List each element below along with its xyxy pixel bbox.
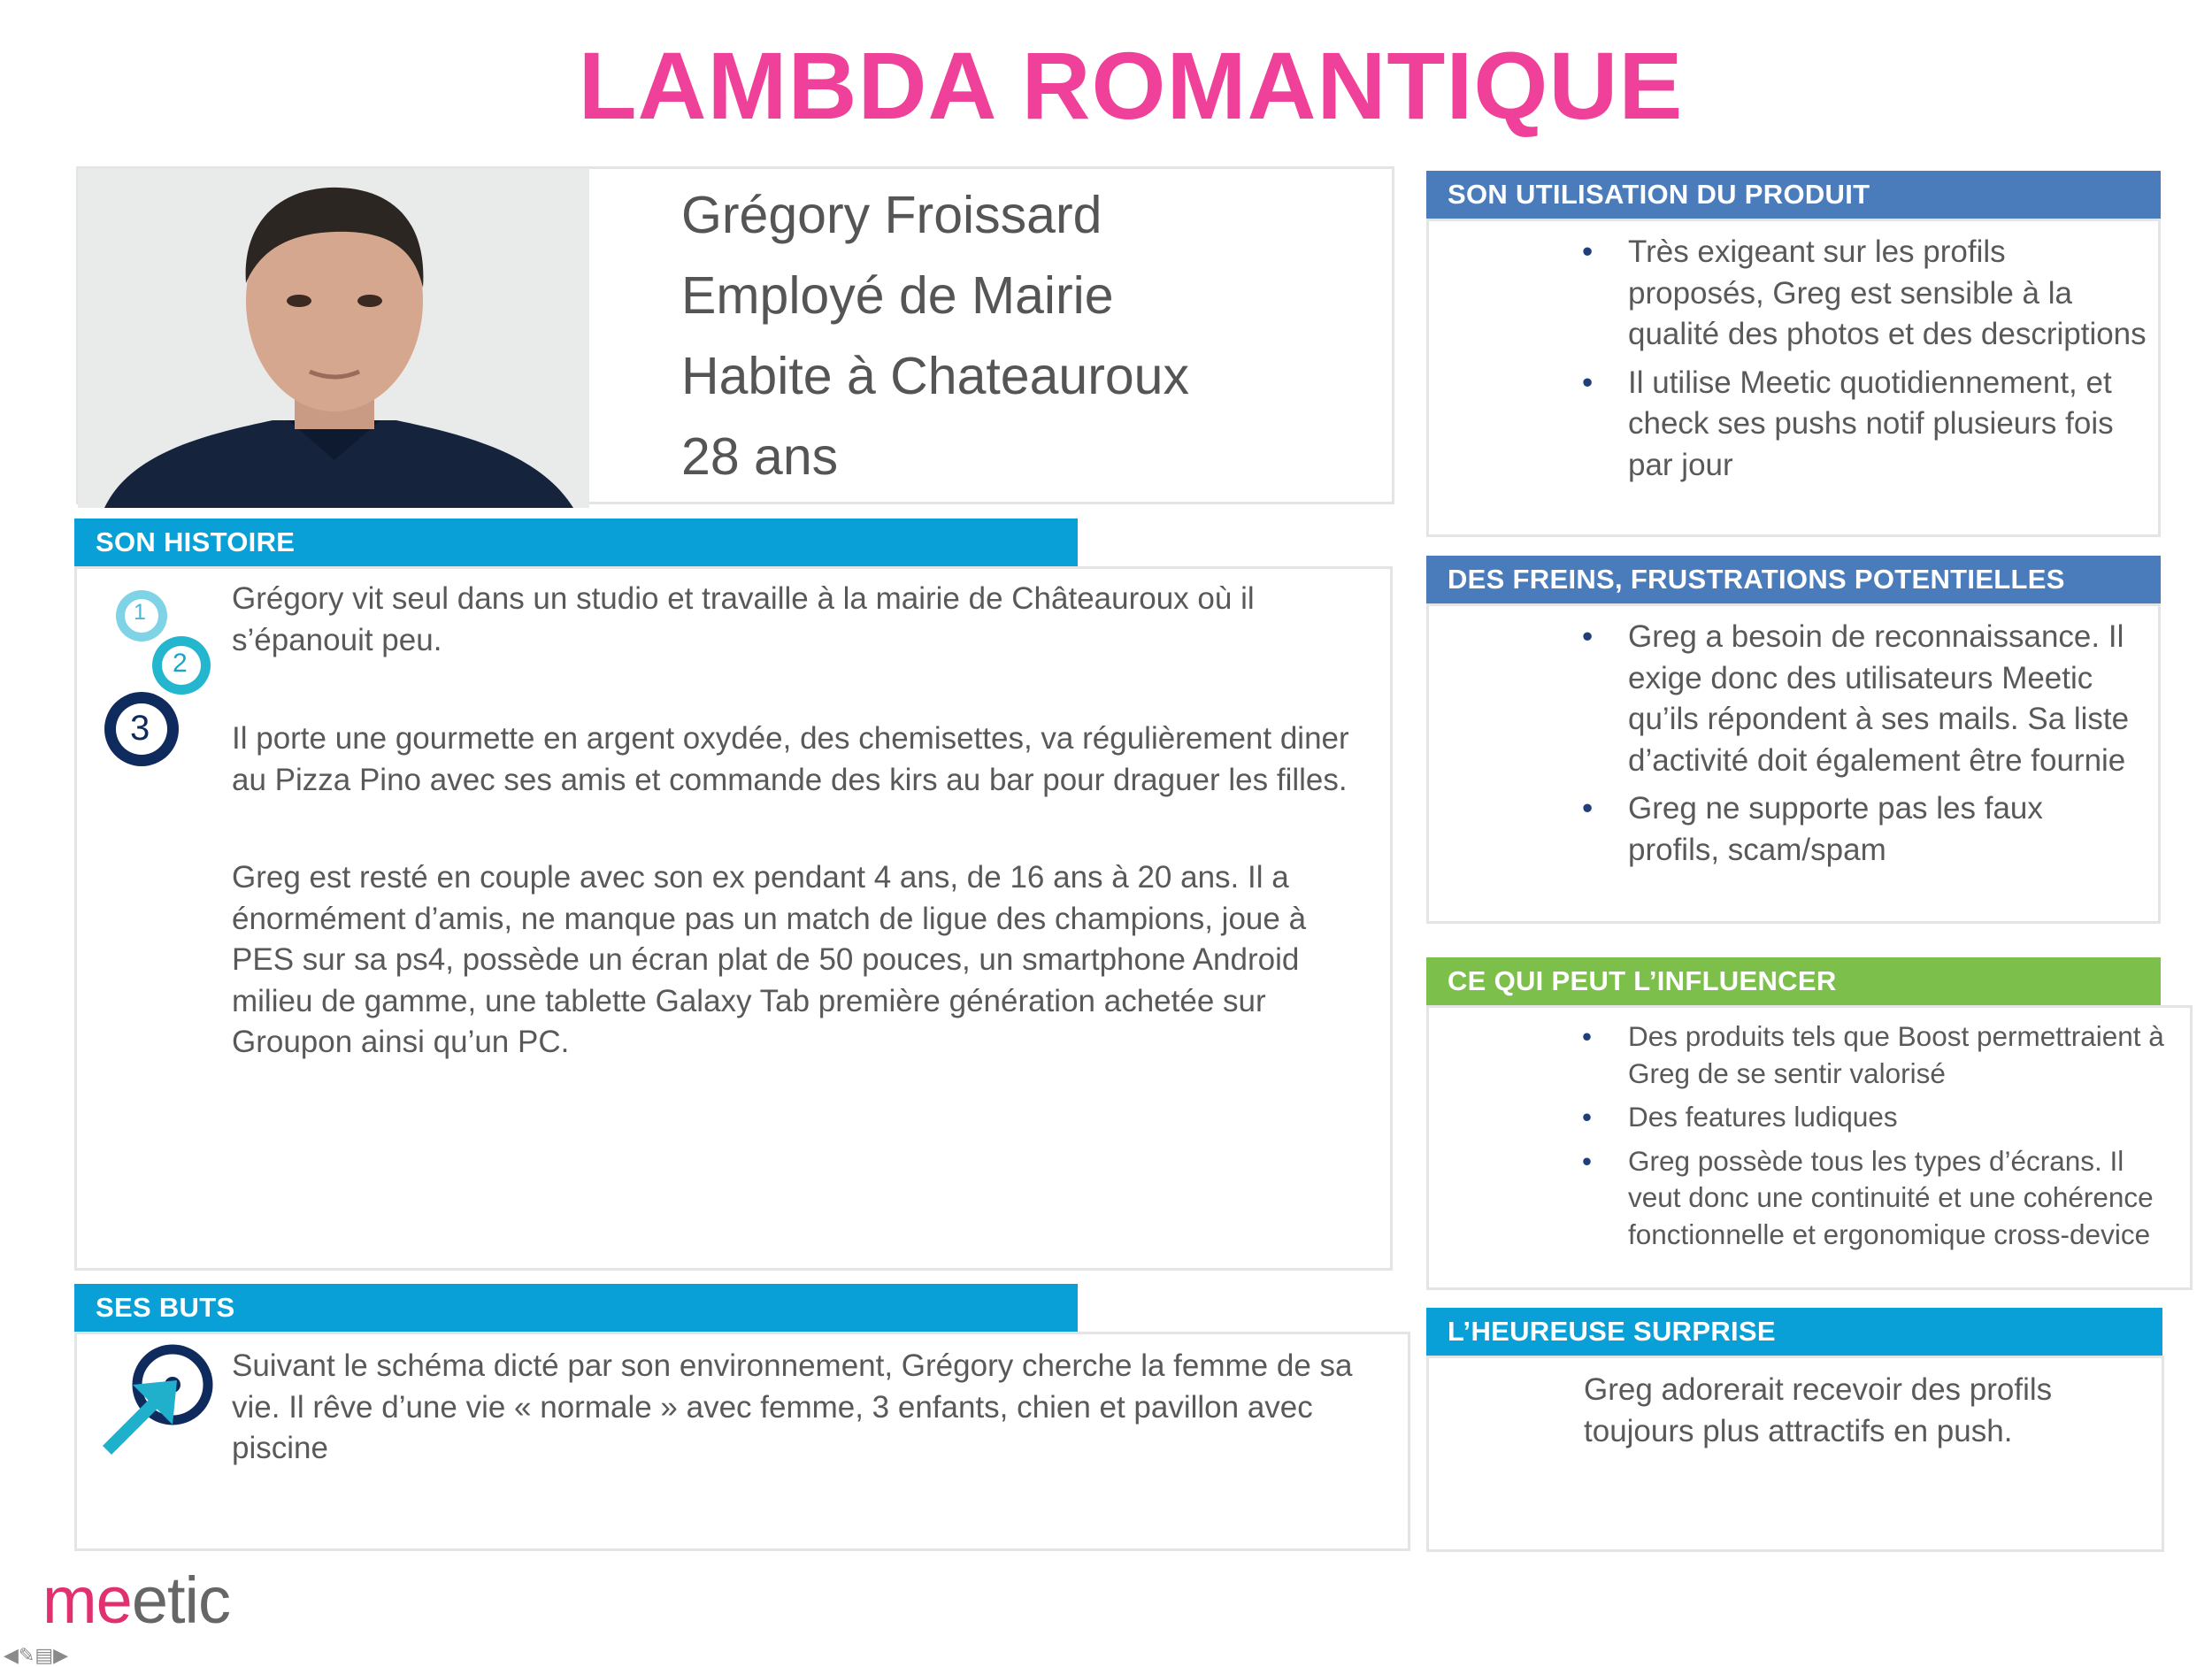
previous-arrow-icon[interactable]: ◀ — [4, 1644, 19, 1666]
buts-header: SES BUTS — [74, 1284, 1078, 1332]
profile-age: 28 ans — [681, 427, 839, 486]
menu-icon[interactable]: ▤ — [35, 1644, 54, 1666]
influence-item: • Des features ludiques — [1582, 1099, 2170, 1136]
histoire-paragraph-1: Grégory vit seul dans un studio et travaille à la mairie de Châteauroux où il s’épanouit peu. — [232, 581, 1255, 657]
utilisation-item: • Il utilise Meetic quotidiennement, et check ses pushs notif plusieurs fois par jour — [1582, 363, 2148, 487]
utilisation-item: • Très exigeant sur les profils proposés, Greg est sensible à la qualité des photos et des descriptions — [1582, 232, 2148, 356]
freins-item: • Greg a besoin de reconnaissance. Il exige donc des utilisateurs Meetic qu’ils répondent à ses mails. Sa liste d’activité doit également être fournie — [1582, 617, 2139, 781]
utilisation-list — [1582, 232, 2148, 493]
profile-photo — [78, 168, 589, 508]
freins-list — [1582, 617, 2139, 878]
slide-nav[interactable] — [4, 1644, 68, 1667]
profile-job: Employé de Mairie — [681, 266, 1114, 325]
histoire-paragraph-2: Il porte une gourmette en argent oxydée, des chemisettes, va régulièrement diner au Pizza Pino avec ses amis et commande des kirs au bar pour draguer les filles. — [232, 721, 1349, 797]
step-2-label: 2 — [173, 649, 188, 678]
meetic-logo: meetic — [42, 1563, 230, 1637]
freins-item: • Greg ne supporte pas les faux profils, scam/spam — [1582, 788, 2139, 871]
influence-list — [1582, 1018, 2170, 1260]
histoire-header: SON HISTOIRE — [74, 519, 1078, 566]
pen-icon[interactable]: ✎ — [18, 1644, 35, 1666]
step-1-label: 1 — [134, 600, 146, 625]
utilisation-header: SON UTILISATION DU PRODUIT — [1426, 171, 2161, 219]
profile-name: Grégory Froissard — [681, 186, 1102, 244]
target-arrow-icon — [88, 1336, 221, 1469]
next-arrow-icon[interactable]: ▶ — [53, 1644, 69, 1666]
influence-item: • Greg possède tous les types d’écrans. Il veut donc une continuité et une cohérence fonctionnelle et ergonomique cross-device — [1582, 1143, 2170, 1254]
surprise-header: L’HEUREUSE SURPRISE — [1426, 1308, 2162, 1356]
page-title: LAMBDA ROMANTIQUE — [578, 32, 1684, 139]
surprise-text: Greg adorerait recevoir des profils toujours plus attractifs en push. — [1584, 1372, 2053, 1448]
step-3-label: 3 — [130, 709, 150, 748]
histoire-paragraph-3: Greg est resté en couple avec son ex pendant 4 ans, de 16 ans à 20 ans. Il a énormément d’amis, ne manque pas un match de ligue des champions, joue à PES sur sa ps4, possède un écran plat de 50 pouces, un smartphone Android milieu de gamme, une tablette Galaxy Tab première génération achetée sur Groupon ainsi qu’un PC. — [232, 860, 1307, 1059]
freins-header: DES FREINS, FRUSTRATIONS POTENTIELLES — [1426, 556, 2161, 603]
buts-text: Suivant le schéma dicté par son environnement, Grégory cherche la femme de sa vie. Il rêve d’une vie « normale » avec femme, 3 enfants, chien et pavillon avec piscine — [232, 1348, 1353, 1465]
steps-icon — [97, 584, 212, 779]
profile-city: Habite à Chateauroux — [681, 347, 1189, 405]
influence-item: • Des produits tels que Boost permettraient à Greg de se sentir valorisé — [1582, 1018, 2170, 1092]
influence-header: CE QUI PEUT L’INFLUENCER — [1426, 957, 2161, 1005]
